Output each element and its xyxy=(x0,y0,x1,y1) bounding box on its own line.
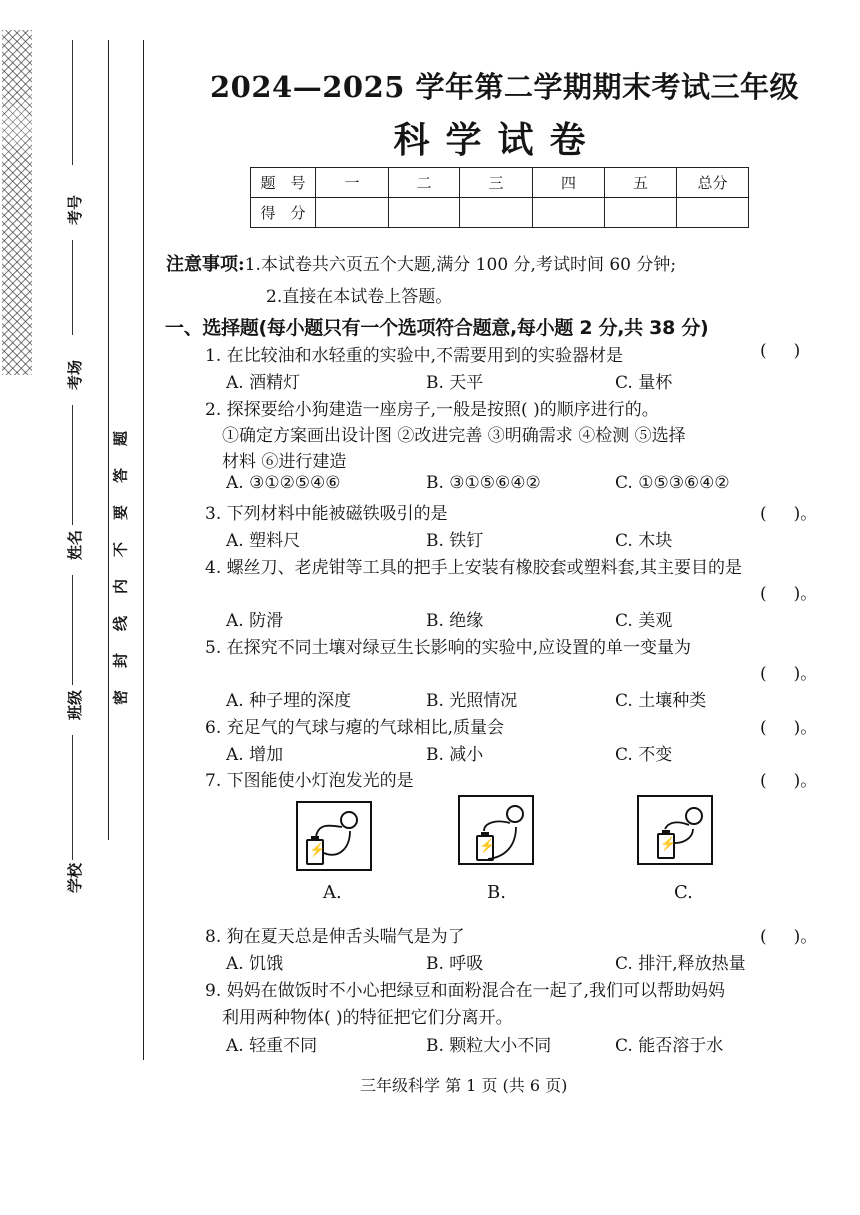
option-b: B. 减小 xyxy=(426,745,484,765)
battery-icon: ⚡ xyxy=(476,835,494,861)
score-cell[interactable] xyxy=(605,198,677,228)
seal-char: 答 xyxy=(111,468,130,484)
option-a: A. 饥饿 xyxy=(226,954,284,974)
option-a: A. 塑料尺 xyxy=(226,531,301,551)
score-header-cell: 题 号 xyxy=(251,168,316,198)
option-c: C. 不变 xyxy=(615,745,673,765)
question-9-stem: 9. 妈妈在做饭时不小心把绿豆和面粉混合在一起了,我们可以帮助妈妈 xyxy=(205,981,726,1001)
answer-paren[interactable]: ( )。 xyxy=(760,504,818,524)
class-label: 班级 xyxy=(66,689,84,720)
option-c: C. 美观 xyxy=(615,611,673,631)
wire-icon xyxy=(639,797,711,863)
page-footer: 三年级科学 第 1 页 (共 6 页) xyxy=(360,1076,568,1095)
question-2-steps-cont: 材料 ⑥进行建造 xyxy=(222,452,347,472)
score-header-cell: 三 xyxy=(460,168,533,198)
seal-char: 密 xyxy=(111,690,130,706)
figure-b-label: B. xyxy=(487,882,506,903)
seal-char: 封 xyxy=(111,653,130,669)
score-table-header-row xyxy=(251,168,749,198)
option-b: B. 光照情况 xyxy=(426,691,518,711)
score-header-cell: 五 xyxy=(605,168,677,198)
answer-paren[interactable]: ( )。 xyxy=(760,771,818,791)
option-b: B. ③①⑤⑥④② xyxy=(426,473,541,493)
option-c: C. 能否溶于水 xyxy=(615,1036,724,1056)
answer-paren[interactable]: ( ) xyxy=(760,341,801,361)
answer-paren[interactable]: ( )。 xyxy=(760,664,818,684)
subject-title: 科学试卷 xyxy=(393,119,602,161)
notes-text-2: 2.直接在本试卷上答题。 xyxy=(266,287,453,307)
score-table xyxy=(250,167,749,228)
room-line xyxy=(72,240,73,335)
question-9-stem-cont: 利用两种物体( )的特征把它们分离开。 xyxy=(222,1008,513,1028)
circuit-figure-a[interactable] xyxy=(296,801,372,871)
answer-paren[interactable]: ( )。 xyxy=(760,718,818,738)
question-2-steps: ①确定方案画出设计图 ②改进完善 ③明确需求 ④检测 ⑤选择 xyxy=(222,426,686,446)
battery-icon: ⚡ xyxy=(306,839,324,865)
question-7-stem: 7. 下图能使小灯泡发光的是 xyxy=(205,771,414,791)
class-line xyxy=(72,575,73,685)
option-a: A. 种子埋的深度 xyxy=(226,691,352,711)
notes-text-1: 1.本试卷共六页五个大题,满分 100 分,考试时间 60 分钟; xyxy=(244,255,677,275)
figure-a-label: A. xyxy=(323,882,342,903)
score-cell[interactable] xyxy=(533,198,605,228)
seal-notice xyxy=(111,420,143,716)
option-b: B. 铁钉 xyxy=(426,531,484,551)
score-header-cell: 二 xyxy=(389,168,460,198)
option-a: A. 酒精灯 xyxy=(226,373,301,393)
answer-paren[interactable]: ( )。 xyxy=(760,584,818,604)
question-2-stem: 2. 探探要给小狗建造一座房子,一般是按照( )的顺序进行的。 xyxy=(205,400,659,420)
notes-line-1 xyxy=(166,250,676,276)
question-8-stem: 8. 狗在夏天总是伸舌头喘气是为了 xyxy=(205,927,465,947)
circuit-figure-b[interactable] xyxy=(458,795,534,865)
circuit-figure-c[interactable] xyxy=(637,795,713,865)
battery-icon: ⚡ xyxy=(657,833,675,859)
option-c: C. 排汗,释放热量 xyxy=(615,954,746,974)
score-cell[interactable] xyxy=(316,198,389,228)
question-3-stem: 3. 下列材料中能被磁铁吸引的是 xyxy=(205,504,448,524)
question-1-stem: 1. 在比较油和水轻重的实验中,不需要用到的实验器材是 xyxy=(205,346,624,366)
section-heading: 一、选择题(每小题只有一个选项符合题意,每小题 2 分,共 38 分) xyxy=(165,317,709,339)
question-6-stem: 6. 充足气的气球与瘪的气球相比,质量会 xyxy=(205,718,505,738)
option-c: C. 土壤种类 xyxy=(615,691,707,711)
wire-icon xyxy=(460,797,532,863)
question-5-stem: 5. 在探究不同土壤对绿豆生长影响的实验中,应设置的单一变量为 xyxy=(205,638,692,658)
room-label: 考场 xyxy=(66,359,84,390)
answer-paren[interactable]: ( )。 xyxy=(760,927,818,947)
wire-icon xyxy=(298,803,370,869)
seal-char: 内 xyxy=(111,579,130,595)
name-label: 姓名 xyxy=(66,529,84,560)
seal-char: 题 xyxy=(111,431,130,447)
figure-c-label: C. xyxy=(674,882,693,903)
score-header-cell: 一 xyxy=(316,168,389,198)
score-cell[interactable] xyxy=(677,198,749,228)
score-header-cell: 总分 xyxy=(677,168,749,198)
school-label: 学校 xyxy=(66,862,84,893)
fold-line xyxy=(108,40,109,840)
option-b: B. 呼吸 xyxy=(426,954,484,974)
option-c: C. 量杯 xyxy=(615,373,673,393)
option-a: A. 增加 xyxy=(226,745,284,765)
option-c: C. ①⑤③⑥④② xyxy=(615,473,730,493)
school-line xyxy=(72,735,73,860)
seal-char: 线 xyxy=(111,616,130,632)
score-cell[interactable] xyxy=(389,198,460,228)
score-table-score-row xyxy=(251,198,749,228)
score-header-cell: 四 xyxy=(533,168,605,198)
option-b: B. 天平 xyxy=(426,373,484,393)
option-a: A. 轻重不同 xyxy=(226,1036,318,1056)
exam-no-label: 考号 xyxy=(66,194,84,225)
perforation-pattern xyxy=(2,30,32,375)
question-4-stem: 4. 螺丝刀、老虎钳等工具的把手上安装有橡胶套或塑料套,其主要目的是 xyxy=(205,558,743,578)
seal-char: 不 xyxy=(111,542,130,558)
option-c: C. 木块 xyxy=(615,531,673,551)
exam-no-line xyxy=(72,40,73,165)
name-line xyxy=(72,405,73,525)
seal-char: 要 xyxy=(111,505,130,521)
option-a: A. ③①②⑤④⑥ xyxy=(226,473,341,493)
notes-label: 注意事项: xyxy=(166,254,245,275)
exam-title: 2024—2025 学年第二学期期末考试三年级 xyxy=(210,70,800,104)
option-b: B. 颗粒大小不同 xyxy=(426,1036,552,1056)
score-cell[interactable] xyxy=(460,198,533,228)
option-b: B. 绝缘 xyxy=(426,611,484,631)
option-a: A. 防滑 xyxy=(226,611,284,631)
score-label-cell: 得 分 xyxy=(251,198,316,228)
